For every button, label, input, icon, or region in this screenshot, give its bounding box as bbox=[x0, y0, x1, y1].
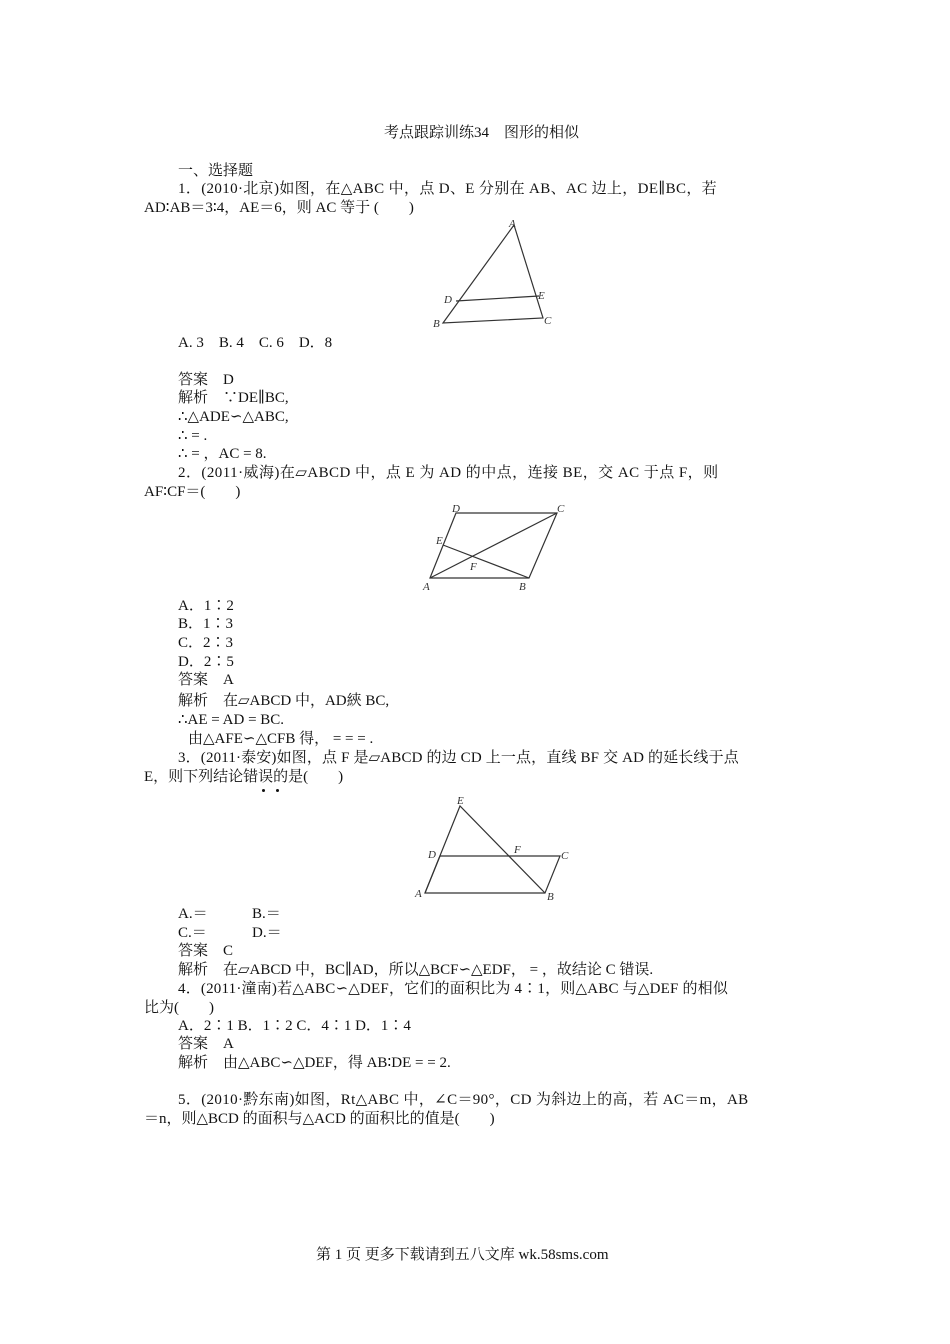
q3-option-c: C.＝ bbox=[178, 925, 207, 941]
emphasis-dot bbox=[262, 789, 265, 792]
q3-lines-ae-eb bbox=[425, 806, 545, 893]
q3-label-f: F bbox=[514, 844, 521, 856]
q1-segment-de bbox=[456, 296, 539, 301]
q2-label-a: A bbox=[423, 581, 430, 593]
q2-parallelogram-figure bbox=[420, 500, 570, 595]
q1-label-a: A bbox=[509, 218, 516, 230]
q3-answer: 答案 C bbox=[178, 943, 234, 959]
q2-option-d: D．2∶5 bbox=[178, 654, 234, 670]
q3-stem-line2: E，则下列结论错误的是( ) bbox=[144, 769, 344, 785]
q2-analysis-3: 由△AFE∽△CFB 得， = = = . bbox=[188, 731, 374, 747]
q2-diagonal-ac bbox=[430, 513, 557, 578]
q1-options: A. 3 B. 4 C. 6 D．8 bbox=[178, 335, 333, 351]
page-footer: 第 1 页 更多下载请到五八文库 wk.58sms.com bbox=[316, 1247, 609, 1263]
q2-label-c: C bbox=[557, 503, 565, 515]
q1-analysis-2: ∴△ADE∽△ABC, bbox=[178, 409, 289, 425]
q2-option-b: B．1∶3 bbox=[178, 616, 234, 632]
q1-analysis-1: 解析 ∵DE∥BC, bbox=[178, 390, 289, 406]
q1-triangle-abc bbox=[443, 225, 543, 323]
q1-analysis-4: ∴ = ，AC = 8. bbox=[178, 446, 267, 462]
q2-label-f: F bbox=[470, 561, 477, 573]
q2-label-e: E bbox=[436, 535, 443, 547]
section-heading: 一、选择题 bbox=[178, 163, 254, 179]
q2-answer: 答案 A bbox=[178, 672, 234, 688]
q5-stem-line1: 5．(2010·黔东南)如图，Rt△ABC 中，∠C＝90°，CD 为斜边上的高，若 AC＝m，AB bbox=[178, 1092, 749, 1108]
q1-stem-line2: AD∶AB＝3∶4，AE＝6，则 AC 等于 ( ) bbox=[144, 200, 414, 216]
q2-option-c: C．2∶3 bbox=[178, 635, 234, 651]
q4-stem-line2: 比为( ) bbox=[144, 1000, 214, 1016]
q3-label-a: A bbox=[415, 888, 422, 900]
q1-label-c: C bbox=[544, 315, 552, 327]
q1-label-d: D bbox=[444, 294, 452, 306]
q4-answer: 答案 A bbox=[178, 1036, 234, 1052]
q3-label-d: D bbox=[428, 849, 436, 861]
q4-options: A．2∶1 B．1∶2 C．4∶1 D．1∶4 bbox=[178, 1018, 411, 1034]
q3-label-e: E bbox=[457, 795, 464, 807]
q3-option-a: A.＝ bbox=[178, 906, 208, 922]
q1-triangle-figure bbox=[425, 215, 565, 335]
q2-stem-line1: 2．(2011·威海)在▱ABCD 中，点 E 为 AD 的中点，连接 BE，交 AC 于点 F，则 bbox=[178, 465, 719, 481]
q2-option-a: A．1∶2 bbox=[178, 598, 234, 614]
q2-label-b: B bbox=[519, 581, 526, 593]
q2-analysis-1: 解析 在▱ABCD 中，AD綊 BC, bbox=[178, 693, 390, 709]
q1-stem-line1: 1．(2010·北京)如图，在△ABC 中，点 D、E 分别在 AB、AC 边上，DE∥BC，若 bbox=[178, 181, 718, 197]
q3-parallelogram-figure bbox=[410, 790, 580, 905]
emphasis-dot bbox=[276, 789, 279, 792]
q4-analysis: 解析 由△ABC∽△DEF，得 AB∶DE = = 2. bbox=[178, 1055, 451, 1071]
q3-label-b: B bbox=[547, 891, 554, 903]
q1-analysis-3: ∴ = . bbox=[178, 428, 208, 444]
q2-stem-line2: AF∶CF＝( ) bbox=[144, 484, 241, 500]
page-title: 考点跟踪训练34 图形的相似 bbox=[384, 125, 580, 141]
q3-option-d: D.＝ bbox=[252, 925, 282, 941]
q1-answer: 答案 D bbox=[178, 372, 234, 388]
q4-stem-line1: 4．(2011·潼南)若△ABC∽△DEF，它们的面积比为 4∶1，则△ABC 与△DEF 的相似 bbox=[178, 981, 729, 997]
q1-label-e: E bbox=[538, 290, 545, 302]
q2-analysis-2: ∴AE = AD = BC. bbox=[178, 712, 285, 728]
q5-stem-line2: ＝n，则△BCD 的面积与△ACD 的面积比的值是( ) bbox=[144, 1111, 495, 1127]
q3-label-c: C bbox=[561, 850, 569, 862]
q2-label-d: D bbox=[452, 503, 460, 515]
q1-label-b: B bbox=[433, 318, 440, 330]
q3-stem-line1: 3．(2011·泰安)如图，点 F 是▱ABCD 的边 CD 上一点，直线 BF 交 AD 的延长线于点 bbox=[178, 750, 739, 766]
q3-option-b: B.＝ bbox=[252, 906, 281, 922]
q3-analysis: 解析 在▱ABCD 中，BC∥AD，所以△BCF∽△EDF， = ，故结论 C 错误. bbox=[178, 962, 654, 978]
